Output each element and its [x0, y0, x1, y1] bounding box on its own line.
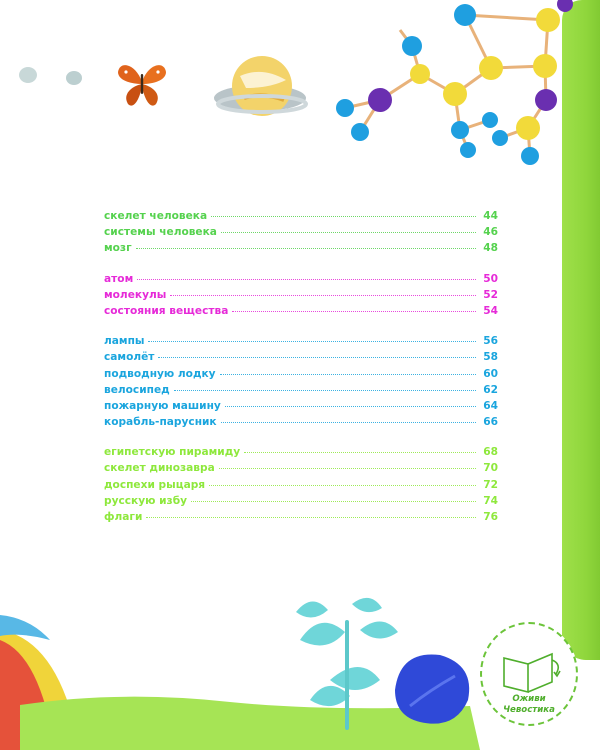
toc-entry-page: 52 — [483, 288, 498, 301]
toc-leader-dots — [146, 517, 476, 518]
toc-entry[interactable] — [104, 208, 498, 224]
toc-entry-page: 48 — [483, 242, 498, 255]
toc-entry-title: подводную лодку — [104, 367, 216, 380]
toc-group — [104, 208, 498, 257]
toc-entry-page: 62 — [483, 383, 498, 396]
toc-entry-page: 56 — [483, 335, 498, 348]
toc-leader-dots — [174, 390, 476, 391]
toc-leader-dots — [148, 341, 476, 342]
toc-entry-title: пожарную машину — [104, 399, 221, 412]
toc-entry-title: флаги — [104, 511, 143, 523]
toc-entry-page: 70 — [483, 462, 498, 475]
toc-leader-dots — [170, 295, 476, 296]
toc-entry[interactable] — [104, 444, 498, 460]
toc-leader-dots — [220, 374, 476, 375]
toc-leader-dots — [137, 279, 476, 280]
toc-entry[interactable] — [104, 398, 498, 414]
badge-line-1: Оживи — [512, 694, 546, 704]
toc-entry-title: скелет динозавра — [104, 462, 215, 475]
toc-entry-title: состояния вещества — [104, 304, 229, 317]
toc-entry[interactable] — [104, 460, 498, 476]
badge-line-2: Чевостика — [503, 705, 555, 715]
toc-entry-title: лампы — [104, 335, 145, 348]
revive-chevostik-badge[interactable] — [480, 622, 578, 726]
planet-icon — [214, 56, 306, 116]
toc-entry-page: 44 — [483, 210, 498, 222]
toc-leader-dots — [136, 248, 476, 249]
toc-group — [104, 333, 498, 430]
toc-entry-title: корабль-парусник — [104, 416, 217, 429]
toc-entry-title: русскую избу — [104, 494, 188, 507]
toc-entry-page: 68 — [483, 446, 498, 459]
toc-entry-title: мозг — [104, 242, 132, 255]
toc-leader-dots — [158, 357, 476, 358]
toc-entry[interactable] — [104, 240, 498, 256]
blue-leaf-icon — [395, 654, 469, 723]
toc-leader-dots — [225, 406, 476, 407]
toc-leader-dots — [211, 216, 476, 217]
toc-entry-title: самолёт — [104, 351, 155, 364]
toc-entry-page: 50 — [483, 272, 498, 285]
toc-entry[interactable] — [104, 493, 498, 509]
toc-entry-page: 74 — [483, 494, 498, 507]
toc-entry[interactable] — [104, 303, 498, 319]
toc-entry[interactable] — [104, 271, 498, 287]
toc-entry[interactable] — [104, 477, 498, 493]
toc-entry-page: 72 — [483, 478, 498, 491]
toc-entry[interactable] — [104, 287, 498, 303]
toc-entry[interactable] — [104, 414, 498, 430]
toc-entry[interactable] — [104, 333, 498, 349]
toc-entry-title: велосипед — [104, 383, 170, 396]
toc-leader-dots — [244, 452, 476, 453]
plasticine-ball-icon — [19, 67, 82, 85]
toc-leader-dots — [219, 468, 476, 469]
toc-entry[interactable] — [104, 509, 498, 525]
toc-entry[interactable] — [104, 349, 498, 365]
toc-entry-title: системы человека — [104, 226, 217, 239]
table-of-contents — [104, 208, 498, 539]
toc-entry-page: 66 — [483, 416, 498, 429]
toc-entry-title: скелет человека — [104, 210, 208, 222]
toc-entry-title: египетскую пирамиду — [104, 446, 241, 459]
toc-leader-dots — [191, 501, 476, 502]
molecule-atoms — [336, 0, 573, 165]
toc-entry-title: доспехи рыцаря — [104, 478, 206, 491]
butterfly-icon — [118, 65, 166, 105]
toc-leader-dots — [232, 311, 476, 312]
toc-entry-page: 54 — [483, 304, 498, 317]
toc-leader-dots — [221, 422, 476, 423]
toc-entry-title: молекулы — [104, 288, 167, 301]
toc-entry[interactable] — [104, 366, 498, 382]
toc-leader-dots — [221, 232, 476, 233]
toc-leader-dots — [209, 485, 476, 486]
toc-entry-page: 60 — [483, 367, 498, 380]
toc-entry-page: 64 — [483, 399, 498, 412]
toc-entry-page: 76 — [483, 511, 498, 523]
toc-entry[interactable] — [104, 224, 498, 240]
toc-entry[interactable] — [104, 382, 498, 398]
molecule-icon — [345, 15, 548, 156]
toc-group — [104, 444, 498, 525]
toc-entry-title: атом — [104, 272, 134, 285]
toc-group — [104, 271, 498, 320]
toc-entry-page: 46 — [483, 226, 498, 239]
toc-entry-page: 58 — [483, 351, 498, 364]
